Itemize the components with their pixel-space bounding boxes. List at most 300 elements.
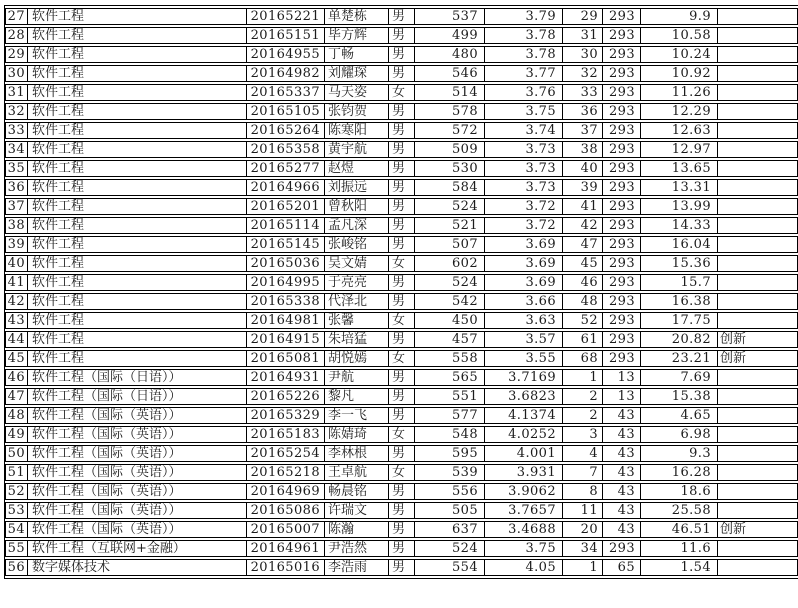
cell-row-number: 48 — [5, 407, 28, 424]
cell-major: 软件工程（国际（英语）） — [28, 426, 247, 443]
cell-major: 软件工程 — [28, 350, 247, 367]
cell-row-number: 44 — [5, 331, 28, 348]
cell-name: 曾秋阳 — [325, 198, 389, 215]
cell-student-id: 20165105 — [247, 103, 325, 120]
cell-score: 509 — [415, 141, 485, 158]
cell-percentage: 23.21 — [641, 350, 718, 367]
cell-student-id: 20165086 — [247, 502, 325, 519]
cell-student-id: 20164981 — [247, 312, 325, 329]
cell-student-id: 20164995 — [247, 274, 325, 291]
cell-percentage: 12.63 — [641, 122, 718, 139]
cell-rank: 45 — [563, 255, 603, 272]
cell-gpa: 3.77 — [485, 65, 563, 82]
cell-note — [718, 369, 798, 386]
cell-note — [718, 65, 798, 82]
cell-major: 软件工程（国际（日语）） — [28, 369, 247, 386]
cell-major: 软件工程（国际（英语）） — [28, 407, 247, 424]
cell-gender: 男 — [389, 122, 415, 139]
cell-rank: 36 — [563, 103, 603, 120]
cell-student-id: 20164982 — [247, 65, 325, 82]
cell-row-number: 46 — [5, 369, 28, 386]
cell-major: 软件工程 — [28, 179, 247, 196]
table-row — [5, 483, 798, 500]
cell-row-number: 41 — [5, 274, 28, 291]
cell-percentage: 13.99 — [641, 198, 718, 215]
cell-student-id: 20165218 — [247, 464, 325, 481]
cell-note — [718, 407, 798, 424]
cell-student-id: 20164931 — [247, 369, 325, 386]
cell-rank: 46 — [563, 274, 603, 291]
cell-rank: 42 — [563, 217, 603, 234]
cell-rank: 32 — [563, 65, 603, 82]
cell-score: 530 — [415, 160, 485, 177]
cell-name: 黎凡 — [325, 388, 389, 405]
table-row — [5, 160, 798, 177]
cell-note — [718, 388, 798, 405]
cell-gpa: 3.78 — [485, 27, 563, 44]
cell-percentage: 15.36 — [641, 255, 718, 272]
cell-name: 张钧贺 — [325, 103, 389, 120]
cell-row-number: 39 — [5, 236, 28, 253]
cell-score: 558 — [415, 350, 485, 367]
cell-name: 王卓航 — [325, 464, 389, 481]
cell-gender: 男 — [389, 369, 415, 386]
cell-score: 537 — [415, 8, 485, 25]
cell-row-number: 27 — [5, 8, 28, 25]
cell-major: 软件工程 — [28, 65, 247, 82]
cell-gpa: 3.57 — [485, 331, 563, 348]
cell-percentage: 16.04 — [641, 236, 718, 253]
cell-percentage: 15.7 — [641, 274, 718, 291]
cell-score: 572 — [415, 122, 485, 139]
cell-cohort-total: 293 — [603, 141, 641, 158]
cell-student-id: 20165114 — [247, 217, 325, 234]
cell-score: 480 — [415, 46, 485, 63]
cell-note — [718, 122, 798, 139]
cell-major: 软件工程（国际（英语）） — [28, 464, 247, 481]
cell-gpa: 3.75 — [485, 540, 563, 557]
cell-gender: 男 — [389, 388, 415, 405]
cell-row-number: 29 — [5, 46, 28, 63]
cell-cohort-total: 43 — [603, 483, 641, 500]
cell-rank: 11 — [563, 502, 603, 519]
cell-percentage: 10.58 — [641, 27, 718, 44]
cell-major: 软件工程（国际（英语）） — [28, 521, 247, 538]
cell-major: 软件工程（互联网+金融） — [28, 540, 247, 557]
cell-score: 584 — [415, 179, 485, 196]
cell-score: 546 — [415, 65, 485, 82]
table-row — [5, 540, 798, 557]
cell-cohort-total: 293 — [603, 65, 641, 82]
cell-major: 数字媒体技术 — [28, 559, 247, 576]
table-row — [5, 502, 798, 519]
cell-name: 朱培猛 — [325, 331, 389, 348]
cell-row-number: 54 — [5, 521, 28, 538]
cell-row-number: 55 — [5, 540, 28, 557]
cell-gender: 女 — [389, 312, 415, 329]
cell-rank: 20 — [563, 521, 603, 538]
table-row — [5, 8, 798, 25]
cell-rank: 40 — [563, 160, 603, 177]
cell-gpa: 3.78 — [485, 46, 563, 63]
cell-gpa: 3.69 — [485, 274, 563, 291]
cell-major: 软件工程 — [28, 331, 247, 348]
cell-gpa: 3.73 — [485, 179, 563, 196]
cell-major: 软件工程 — [28, 255, 247, 272]
cell-name: 李林根 — [325, 445, 389, 462]
cell-row-number: 56 — [5, 559, 28, 576]
cell-gender: 男 — [389, 27, 415, 44]
cell-gender: 男 — [389, 217, 415, 234]
cell-gender: 女 — [389, 84, 415, 101]
cell-percentage: 12.29 — [641, 103, 718, 120]
table-row — [5, 274, 798, 291]
cell-percentage: 4.65 — [641, 407, 718, 424]
cell-major: 软件工程（国际（日语）） — [28, 388, 247, 405]
cell-score: 551 — [415, 388, 485, 405]
table-row — [5, 236, 798, 253]
cell-percentage: 25.58 — [641, 502, 718, 519]
cell-score: 524 — [415, 540, 485, 557]
table-row — [5, 293, 798, 310]
cell-row-number: 42 — [5, 293, 28, 310]
cell-gender: 男 — [389, 331, 415, 348]
cell-major: 软件工程（国际（英语）） — [28, 445, 247, 462]
cell-note — [718, 198, 798, 215]
cell-percentage: 13.31 — [641, 179, 718, 196]
cell-note — [718, 8, 798, 25]
cell-major: 软件工程 — [28, 103, 247, 120]
cell-gender: 男 — [389, 483, 415, 500]
cell-row-number: 47 — [5, 388, 28, 405]
table-row — [5, 198, 798, 215]
cell-name: 胡悦嫣 — [325, 350, 389, 367]
cell-cohort-total: 13 — [603, 369, 641, 386]
cell-row-number: 40 — [5, 255, 28, 272]
cell-major: 软件工程 — [28, 160, 247, 177]
cell-gpa: 3.79 — [485, 8, 563, 25]
cell-gender: 男 — [389, 407, 415, 424]
cell-major: 软件工程（国际（英语）） — [28, 502, 247, 519]
cell-gpa: 3.73 — [485, 141, 563, 158]
cell-student-id: 20164969 — [247, 483, 325, 500]
cell-cohort-total: 293 — [603, 331, 641, 348]
cell-score: 499 — [415, 27, 485, 44]
cell-score: 565 — [415, 369, 485, 386]
cell-major: 软件工程 — [28, 84, 247, 101]
cell-row-number: 30 — [5, 65, 28, 82]
cell-gpa: 3.931 — [485, 464, 563, 481]
cell-gender: 男 — [389, 293, 415, 310]
table-row — [5, 217, 798, 234]
cell-note — [718, 464, 798, 481]
cell-gender: 男 — [389, 160, 415, 177]
cell-cohort-total: 43 — [603, 502, 641, 519]
cell-row-number: 32 — [5, 103, 28, 120]
cell-student-id: 20165264 — [247, 122, 325, 139]
cell-percentage: 1.54 — [641, 559, 718, 576]
cell-score: 539 — [415, 464, 485, 481]
cell-row-number: 37 — [5, 198, 28, 215]
cell-note: 创新 — [718, 331, 798, 348]
cell-cohort-total: 293 — [603, 8, 641, 25]
cell-cohort-total: 293 — [603, 198, 641, 215]
cell-major: 软件工程 — [28, 236, 247, 253]
cell-cohort-total: 293 — [603, 293, 641, 310]
cell-score: 542 — [415, 293, 485, 310]
cell-cohort-total: 293 — [603, 179, 641, 196]
cell-row-number: 36 — [5, 179, 28, 196]
cell-gender: 男 — [389, 274, 415, 291]
cell-cohort-total: 293 — [603, 255, 641, 272]
table-body — [5, 8, 798, 576]
cell-gender: 女 — [389, 464, 415, 481]
cell-name: 单楚栋 — [325, 8, 389, 25]
cell-student-id: 20165254 — [247, 445, 325, 462]
cell-name: 尹航 — [325, 369, 389, 386]
cell-name: 刘振远 — [325, 179, 389, 196]
cell-gpa: 3.73 — [485, 160, 563, 177]
cell-rank: 48 — [563, 293, 603, 310]
cell-cohort-total: 43 — [603, 426, 641, 443]
cell-score: 524 — [415, 274, 485, 291]
cell-score: 507 — [415, 236, 485, 253]
cell-cohort-total: 43 — [603, 521, 641, 538]
cell-gender: 男 — [389, 46, 415, 63]
table-row — [5, 46, 798, 63]
cell-note — [718, 293, 798, 310]
cell-gender: 男 — [389, 179, 415, 196]
cell-rank: 29 — [563, 8, 603, 25]
cell-gender: 女 — [389, 350, 415, 367]
cell-cohort-total: 293 — [603, 350, 641, 367]
cell-cohort-total: 293 — [603, 236, 641, 253]
cell-percentage: 6.98 — [641, 426, 718, 443]
table-row — [5, 65, 798, 82]
cell-gpa: 4.0252 — [485, 426, 563, 443]
cell-cohort-total: 293 — [603, 103, 641, 120]
cell-row-number: 53 — [5, 502, 28, 519]
cell-score: 556 — [415, 483, 485, 500]
cell-note — [718, 255, 798, 272]
cell-gender: 男 — [389, 445, 415, 462]
cell-rank: 30 — [563, 46, 603, 63]
cell-rank: 33 — [563, 84, 603, 101]
cell-name: 张馨 — [325, 312, 389, 329]
cell-rank: 3 — [563, 426, 603, 443]
student-ranking-table — [4, 5, 798, 579]
cell-rank: 38 — [563, 141, 603, 158]
table-row — [5, 388, 798, 405]
cell-rank: 41 — [563, 198, 603, 215]
cell-name: 畅晨铭 — [325, 483, 389, 500]
cell-score: 514 — [415, 84, 485, 101]
cell-gpa: 3.6823 — [485, 388, 563, 405]
cell-name: 张峻铭 — [325, 236, 389, 253]
cell-note — [718, 236, 798, 253]
cell-major: 软件工程 — [28, 141, 247, 158]
cell-student-id: 20165016 — [247, 559, 325, 576]
cell-student-id: 20165151 — [247, 27, 325, 44]
cell-student-id: 20165277 — [247, 160, 325, 177]
table-row — [5, 179, 798, 196]
cell-rank: 1 — [563, 369, 603, 386]
cell-note — [718, 27, 798, 44]
cell-cohort-total: 13 — [603, 388, 641, 405]
cell-gender: 女 — [389, 426, 415, 443]
cell-gender: 男 — [389, 540, 415, 557]
cell-student-id: 20165338 — [247, 293, 325, 310]
cell-student-id: 20165337 — [247, 84, 325, 101]
cell-gpa: 4.1374 — [485, 407, 563, 424]
cell-major: 软件工程 — [28, 27, 247, 44]
cell-score: 548 — [415, 426, 485, 443]
cell-row-number: 51 — [5, 464, 28, 481]
cell-cohort-total: 293 — [603, 84, 641, 101]
cell-gpa: 3.72 — [485, 198, 563, 215]
cell-score: 577 — [415, 407, 485, 424]
cell-note: 创新 — [718, 350, 798, 367]
table-row — [5, 521, 798, 538]
cell-note — [718, 483, 798, 500]
cell-name: 代泽北 — [325, 293, 389, 310]
cell-cohort-total: 293 — [603, 274, 641, 291]
cell-gpa: 3.75 — [485, 103, 563, 120]
table-row — [5, 369, 798, 386]
cell-student-id: 20165081 — [247, 350, 325, 367]
cell-score: 637 — [415, 521, 485, 538]
cell-score: 595 — [415, 445, 485, 462]
cell-percentage: 16.28 — [641, 464, 718, 481]
cell-name: 吴文婧 — [325, 255, 389, 272]
cell-gpa: 3.66 — [485, 293, 563, 310]
cell-percentage: 11.6 — [641, 540, 718, 557]
cell-student-id: 20165221 — [247, 8, 325, 25]
cell-student-id: 20165007 — [247, 521, 325, 538]
cell-row-number: 43 — [5, 312, 28, 329]
cell-note — [718, 160, 798, 177]
cell-gpa: 4.05 — [485, 559, 563, 576]
cell-row-number: 35 — [5, 160, 28, 177]
cell-cohort-total: 43 — [603, 464, 641, 481]
table-row — [5, 103, 798, 120]
cell-rank: 8 — [563, 483, 603, 500]
cell-score: 578 — [415, 103, 485, 120]
cell-student-id: 20165183 — [247, 426, 325, 443]
cell-gpa: 3.55 — [485, 350, 563, 367]
table-row — [5, 27, 798, 44]
cell-name: 丁畅 — [325, 46, 389, 63]
cell-rank: 4 — [563, 445, 603, 462]
cell-note — [718, 426, 798, 443]
cell-student-id: 20165036 — [247, 255, 325, 272]
cell-score: 524 — [415, 198, 485, 215]
cell-note — [718, 312, 798, 329]
cell-rank: 31 — [563, 27, 603, 44]
table-row — [5, 559, 798, 576]
cell-gpa: 3.4688 — [485, 521, 563, 538]
cell-name: 黄宇航 — [325, 141, 389, 158]
cell-gender: 男 — [389, 8, 415, 25]
cell-major: 软件工程 — [28, 217, 247, 234]
cell-row-number: 50 — [5, 445, 28, 462]
cell-percentage: 20.82 — [641, 331, 718, 348]
table-row — [5, 407, 798, 424]
cell-cohort-total: 293 — [603, 217, 641, 234]
cell-gender: 男 — [389, 502, 415, 519]
cell-score: 457 — [415, 331, 485, 348]
cell-name: 刘耀琛 — [325, 65, 389, 82]
cell-name: 孟凡深 — [325, 217, 389, 234]
cell-gpa: 3.7657 — [485, 502, 563, 519]
cell-percentage: 9.3 — [641, 445, 718, 462]
cell-student-id: 20164961 — [247, 540, 325, 557]
cell-percentage: 17.75 — [641, 312, 718, 329]
cell-gpa: 3.7169 — [485, 369, 563, 386]
cell-major: 软件工程 — [28, 122, 247, 139]
cell-gender: 男 — [389, 198, 415, 215]
cell-major: 软件工程（国际（英语）） — [28, 483, 247, 500]
cell-major: 软件工程 — [28, 293, 247, 310]
table-row — [5, 141, 798, 158]
cell-row-number: 34 — [5, 141, 28, 158]
cell-gpa: 3.69 — [485, 236, 563, 253]
cell-percentage: 7.69 — [641, 369, 718, 386]
cell-score: 602 — [415, 255, 485, 272]
cell-gender: 男 — [389, 141, 415, 158]
cell-gender: 男 — [389, 236, 415, 253]
cell-percentage: 9.9 — [641, 8, 718, 25]
cell-gpa: 3.69 — [485, 255, 563, 272]
cell-cohort-total: 43 — [603, 445, 641, 462]
cell-note — [718, 274, 798, 291]
cell-score: 450 — [415, 312, 485, 329]
cell-gender: 男 — [389, 521, 415, 538]
cell-percentage: 10.24 — [641, 46, 718, 63]
cell-name: 马天姿 — [325, 84, 389, 101]
cell-gpa: 3.76 — [485, 84, 563, 101]
table-row — [5, 426, 798, 443]
cell-percentage: 16.38 — [641, 293, 718, 310]
cell-gender: 男 — [389, 103, 415, 120]
cell-rank: 34 — [563, 540, 603, 557]
cell-cohort-total: 293 — [603, 160, 641, 177]
cell-note — [718, 559, 798, 576]
cell-gpa: 3.9062 — [485, 483, 563, 500]
cell-student-id: 20165201 — [247, 198, 325, 215]
cell-rank: 61 — [563, 331, 603, 348]
cell-row-number: 31 — [5, 84, 28, 101]
cell-row-number: 45 — [5, 350, 28, 367]
cell-rank: 7 — [563, 464, 603, 481]
cell-rank: 1 — [563, 559, 603, 576]
cell-gender: 男 — [389, 65, 415, 82]
cell-name: 陈婧琦 — [325, 426, 389, 443]
cell-student-id: 20165329 — [247, 407, 325, 424]
cell-name: 李浩雨 — [325, 559, 389, 576]
cell-percentage: 14.33 — [641, 217, 718, 234]
cell-name: 毕方辉 — [325, 27, 389, 44]
cell-cohort-total: 65 — [603, 559, 641, 576]
table-row — [5, 350, 798, 367]
cell-student-id: 20164955 — [247, 46, 325, 63]
cell-note — [718, 445, 798, 462]
cell-name: 李一飞 — [325, 407, 389, 424]
cell-major: 软件工程 — [28, 8, 247, 25]
cell-major: 软件工程 — [28, 198, 247, 215]
cell-cohort-total: 293 — [603, 312, 641, 329]
cell-cohort-total: 43 — [603, 407, 641, 424]
